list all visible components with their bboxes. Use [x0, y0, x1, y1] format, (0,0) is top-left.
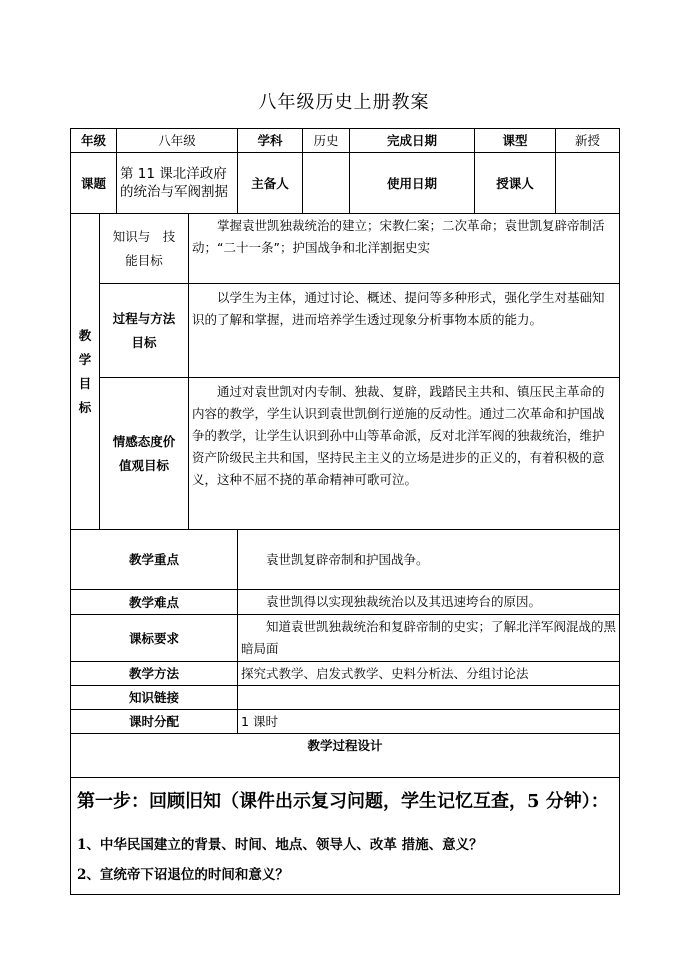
lesson-type-label: 课型	[475, 129, 556, 153]
objective-label-emotion: 情感态度价值观目标	[100, 378, 189, 530]
links-label: 知识链接	[71, 686, 238, 710]
lesson-type-value: 新授	[556, 129, 620, 153]
hours-text: 1 课时	[238, 710, 620, 734]
topic-label: 课题	[71, 153, 117, 214]
question-2: 2、宣统帝下诏退位的时间和意义？	[77, 867, 289, 883]
lesson-plan-table	[70, 128, 620, 895]
topic-row	[71, 153, 620, 214]
objective-row-emotion	[71, 378, 620, 530]
standards-label: 课标要求	[71, 615, 238, 662]
grade-label: 年级	[71, 129, 117, 153]
objective-row-process	[71, 284, 620, 378]
row-standards	[71, 615, 620, 662]
header-row	[71, 129, 620, 153]
methods-text: 探究式教学、启发式教学、史料分析法、分组讨论法	[238, 662, 620, 686]
key-points-label: 教学重点	[71, 530, 238, 590]
step-1-heading: 第一步：回顾旧知（课件出示复习问题，学生记忆互查，5 分钟）：	[77, 791, 609, 812]
methods-label: 教学方法	[71, 662, 238, 686]
row-methods	[71, 662, 620, 686]
topic-value: 第 11 课北洋政府的统治与军阀割据	[117, 153, 238, 214]
objective-text-emotion: 通过对袁世凯对内专制、独裁、复辟，践踏民主共和、镇压民主革命的内容的教学，学生认识到袁世凯倒行逆施的反动性。通过二次革命和护国战争的教学，让学生认识到孙中山等革命派，反对北洋军阀的独裁统治，维护资产阶级民主共和国，坚持民主主义的立场是进步的正义的，有着积极的意义，这种不屈不挠的革命精神可歌可泣。	[189, 378, 620, 530]
objectives-group-label: 教学目标	[71, 214, 100, 530]
teacher-value	[556, 153, 620, 214]
objective-row-knowledge	[71, 214, 620, 284]
use-date-label: 使用日期	[350, 153, 475, 214]
row-difficulties	[71, 590, 620, 615]
row-hours	[71, 710, 620, 734]
question-1: 1、中华民国建立的背景、时间、地点、领导人、改革 措施、意义？	[77, 837, 483, 853]
complete-date-label: 完成日期	[350, 129, 475, 153]
objective-label-knowledge: 知识与 技能目标	[100, 214, 189, 284]
standards-text: 知道袁世凯独裁统治和复辟帝制的史实；了解北洋军阀混战的黑暗局面	[238, 615, 620, 662]
key-points-text: 袁世凯复辟帝制和护国战争。	[238, 530, 620, 590]
preparer-value	[303, 153, 350, 214]
row-links	[71, 686, 620, 710]
objective-text-process: 以学生为主体，通过讨论、概述、提问等多种形式，强化学生对基础知识的了解和掌握，进而培养学生透过现象分析事物本质的能力。	[189, 284, 620, 378]
objective-label-process: 过程与方法目标	[100, 284, 189, 378]
page-title: 八年级历史上册教案	[258, 92, 430, 113]
grade-value: 八年级	[117, 129, 238, 153]
teacher-label: 授课人	[475, 153, 556, 214]
process-title: 教学过程设计	[71, 734, 620, 778]
difficulties-label: 教学难点	[71, 590, 238, 615]
objective-text-knowledge: 掌握袁世凯独裁统治的建立；宋教仁案；二次革命；袁世凯复辟帝制活动；“二十一条”；护国战争和北洋割据史实	[189, 214, 620, 284]
preparer-label: 主备人	[238, 153, 303, 214]
difficulties-text: 袁世凯得以实现独裁统治以及其迅速垮台的原因。	[238, 590, 620, 615]
process-content	[71, 778, 620, 895]
hours-label: 课时分配	[71, 710, 238, 734]
links-text	[238, 686, 620, 710]
process-title-row	[71, 734, 620, 778]
row-key-points	[71, 530, 620, 590]
subject-value: 历史	[303, 129, 350, 153]
process-content-row	[71, 778, 620, 895]
subject-label: 学科	[238, 129, 303, 153]
